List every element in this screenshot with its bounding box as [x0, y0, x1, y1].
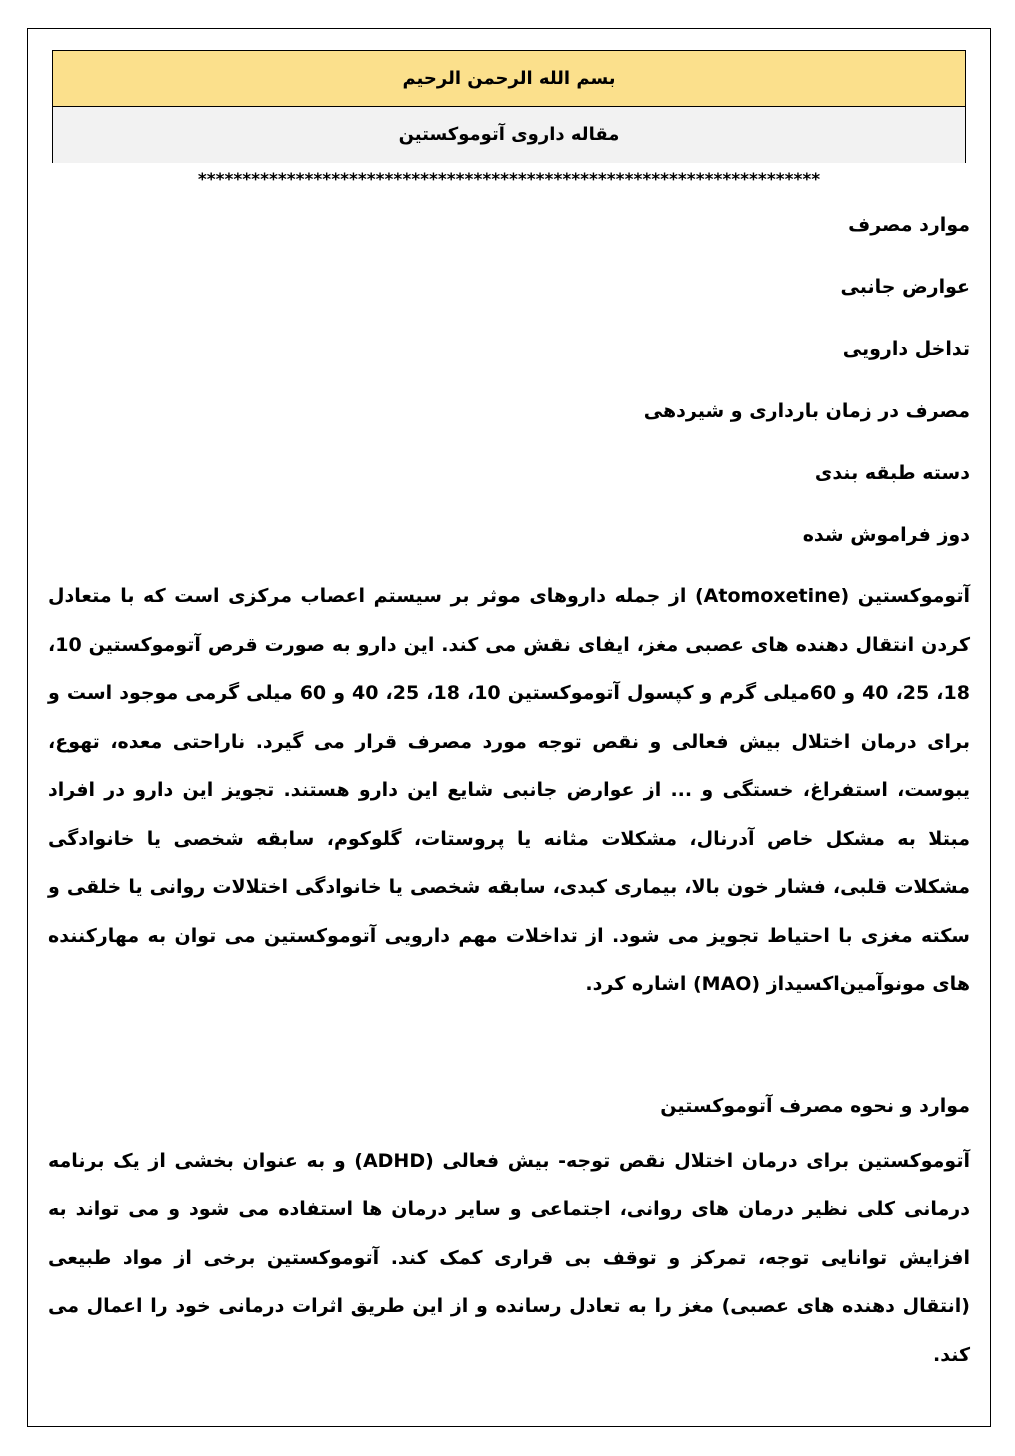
toc-item-side-effects[interactable]: عوارض جانبی: [840, 276, 970, 298]
toc-item-drug-interactions[interactable]: تداخل دارویی: [842, 338, 970, 360]
article-title: مقاله داروی آتوموکستین: [53, 107, 965, 163]
section-paragraph: آتوموکستین برای درمان اختلال نقص توجه- بیش فعالی (ADHD) و به عنوان بخشی از یک برنامه درمانی کلی نظیر درمان های روانی، اجتماعی و سایر درمان ها استفاده می شود و می تواند به افزایش توانایی توجه، تمرکز و توقف بی قراری کمک کند. آتوموکستین برخی از مواد طبیعی (انتقال دهنده های عصبی) مغز را به تعادل رسانده و از این طریق اثرات درمانی خود را اعمال می کند.: [48, 1149, 970, 1366]
intro-paragraph: آتوموکستین (Atomoxetine) از جمله داروهای موثر بر سیستم اعصاب مرکزی است که با متعادل کردن انتقال دهنده های عصبی مغز، ایفای نقش می کند. این دارو به صورت قرص آتوموکستین 10، 18، 25، 40 و 60میلی گرم و کپسول آتوموکستین 10، 18، 25، 40 و 60 میلی گرمی موجود است و برای درمان اختلال بیش فعالی و نقص توجه مورد مصرف قرار می گیرد. ناراحتی معده، تهوع، یبوست، استفراغ، خستگی و ... از عوارض جانبی شایع این دارو هستند. تجویز این دارو در افراد مبتلا به مشکل خاص آدرنال، مشکلات مثانه یا پروستات، گلوکوم، سابقه شخصی یا خانوادگی مشکلات قلبی، فشار خون بالا، بیماری کبدی، سابقه شخصی یا خانوادگی اختلالات روانی یا خلقی و سکته مغزی با احتیاط تجویز می شود. از تداخلات مهم دارویی آتوموکستین می توان به مهارکننده های مونوآمین‌اکسیداز (MAO) اشاره کرد.: [48, 585, 970, 995]
toc-item-missed-dose[interactable]: دوز فراموش شده: [802, 524, 970, 546]
asterisk-separator: **********************************************************************: [197, 170, 821, 190]
section-heading: موارد و نحوه مصرف آتوموکستین: [660, 1094, 970, 1117]
toc-item-usage[interactable]: موارد مصرف: [848, 214, 970, 236]
article-body: [48, 200, 970, 1379]
title-box: [52, 50, 966, 163]
toc-item-pregnancy[interactable]: مصرف در زمان بارداری و شیردهی: [643, 400, 970, 422]
toc-item-classification[interactable]: دسته طبقه بندی: [814, 462, 970, 484]
spacer: [48, 1009, 970, 1082]
bismillah-header: بسم الله الرحمن الرحیم: [53, 51, 965, 107]
